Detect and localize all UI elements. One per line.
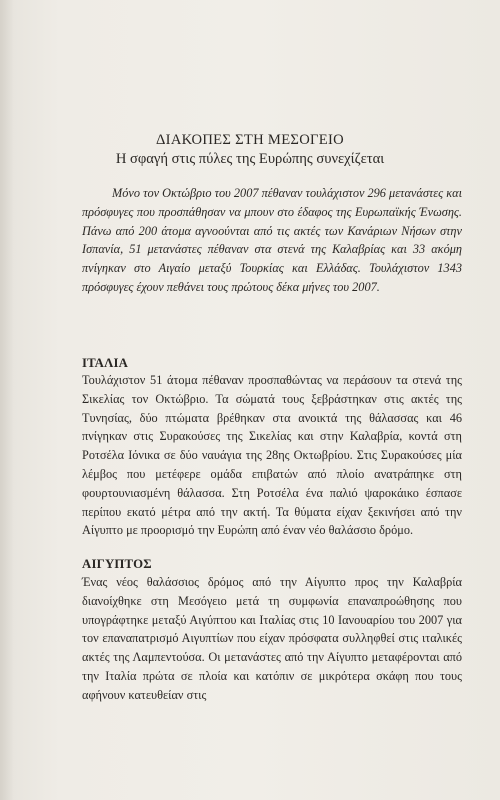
- article-subtitle: Η σφαγή στις πύλες της Ευρώπης συνεχίζεται: [115, 151, 385, 167]
- article-header: [40, 131, 460, 169]
- article-title: ΔΙΑΚΟΠΕΣ ΣΤΗ ΜΕΣΟΓΕΙΟ: [155, 132, 345, 148]
- section-body-italy: Τουλάχιστον 51 άτομα πέθαναν προσπαθώντας να περάσουν τα στενά της Σικελίας τον Οκτώβριο. Τα σώματά τους ξεβράστηκαν στις ακτές της Τυνησίας, δύο πτώματα βρέθηκαν στα ανοικτά της θάλασσας και 46 πνίγηκαν στις Συρακούσες της Σικελίας και στην Καλαβρία, κοντά στη Ροτσέλα Ιόνικα σε δύο ναυάγια της 28ης Οκτωβρίου. Στις Συρακούσες μία λέμβος που μετέφερε ομάδα επιβατών από πλοίο ανατράπηκε στη φουρτουνιασμένη θάλασσα. Στη Ροτσέλα ένα παλιό ψαροκάικο έσπασε περίπου εκατό μέτρα από την ακτή. Τα θύματα είχαν ξεκινήσει από την Αίγυπτο με προορισμό την Ευρώπη από έναν νέο θαλάσσιο δρόμο.: [82, 373, 462, 538]
- intro-paragraph: Μόνο τον Οκτώβριο του 2007 πέθαναν τουλάχιστον 296 μετανάστες και πρόσφυγες που προσπάθησαν να μπουν στο έδαφος της Ευρωπαϊκής Ένωσης. Πάνω από 200 άτομα αγνοούνται από τις ακτές των Κανάριων Νήσων στην Ισπανία, 51 μετανάστες πέθαναν στα στενά της Καλαβρίας και 33 ακόμη πνίγηκαν στο Αιγαίο μεταξύ Τουρκίας και Ελλάδας. Τουλάχιστον 1343 πρόσφυγες έχουν πεθάνει τους πρώτους δέκα μήνες του 2007.: [82, 186, 462, 294]
- section-body-egypt: Ένας νέος θαλάσσιος δρόμος από την Αίγυπτο προς την Καλαβρία διανοίχθηκε στη Μεσόγειο μετά τη συμφωνία επαναπροώθησης που υπογράφτηκε μεταξύ Αιγύπτου και Ιταλίας στις 10 Ιανουαρίου του 2007 για τον επαναπατρισμό Αιγυπτίων που είχαν πρόσφατα συλληφθεί στις ιταλικές ακτές της Λαμπεντούσα. Οι μετανάστες από την Αίγυπτο μεταφέρονται από την Ιταλία πρώτα σε πλοία και κατόπιν σε μικρότερα σκάφη που τους αφήνουν κατευθείαν στις: [82, 575, 462, 702]
- section-heading-egypt: ΑΙΓΥΠΤΟΣ: [82, 557, 152, 571]
- section-heading-italy: ΙΤΑΛΙΑ: [82, 356, 129, 370]
- page-edge-shadow: [0, 0, 14, 800]
